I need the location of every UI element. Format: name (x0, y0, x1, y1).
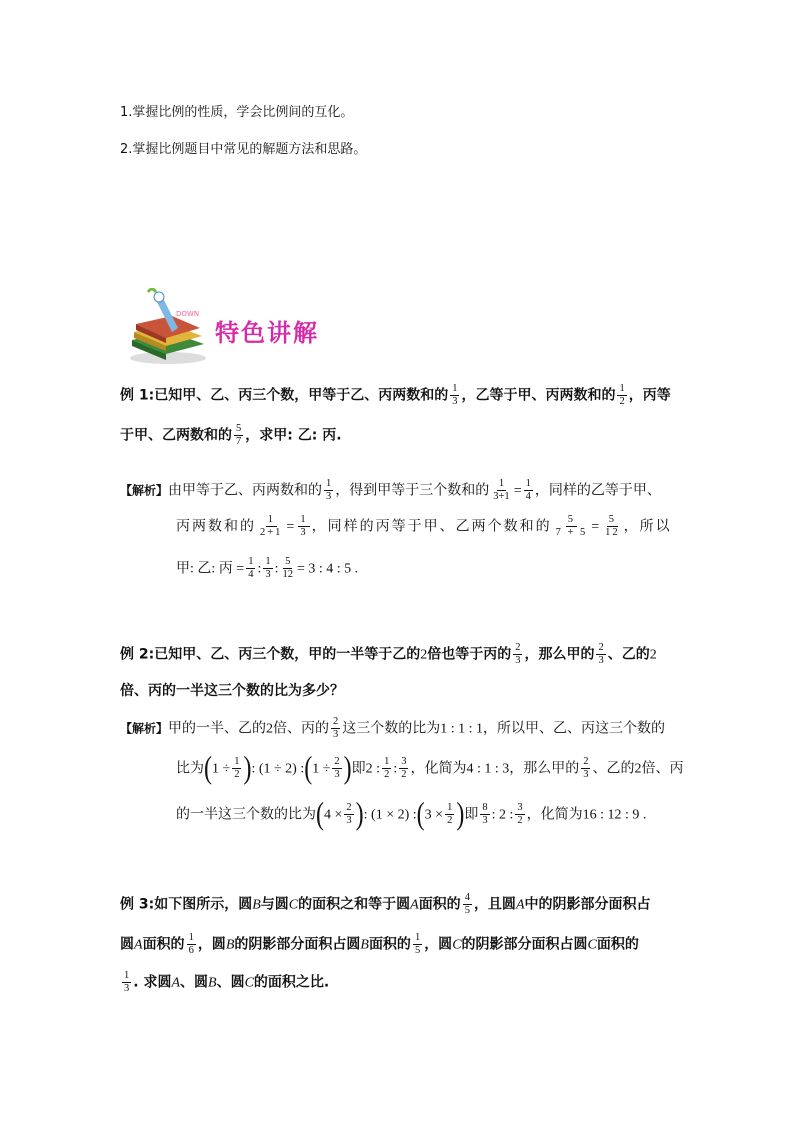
ex3-question-line1: 例 3:如下图所示，圆B与圆C的面积之和等于圆A面积的 $\frac{4}{5}$ ，且圆A中的阴影部分面积占 (120, 892, 651, 916)
svg-text:DOWN: DOWN (176, 310, 200, 318)
objective-2: 2.掌握比例题目中常见的解题方法和思路。 (120, 142, 367, 157)
ex2-solution-line3: 的一半这三个数的比为(4 × $\frac{2}{3}$ ): (1 × 2) :(3 × $\frac{1}{2}$ )即 $\frac{8}{3}$ : 2 : $\frac{3}{2}$ ，化简为16 : 12 : 9 . (176, 797, 647, 832)
ex2-solution-line1: 【解析】甲的一半、乙的2倍、丙的 $\frac{2}{3}$ 这三个数的比为1 : 1 : 1，所以甲、乙、丙这三个数的 (120, 716, 666, 740)
ex2-solution-line2: 比为(1 ÷ $\frac{1}{2}$ ): (1 ÷ 2) :(1 ÷ $\frac{2}{3}$ )即2 : $\frac{1}{2}$ : $\frac{3}{2}$ ，化简为4 : 1 : 3，那么甲的 $\frac{2}{3}$ 、乙的2倍、丙 (176, 751, 684, 786)
ex1-question-line1: 例 1:已知甲、乙、丙三个数，甲等于乙、丙两数和的 $\frac{1}{3}$ ，乙等于甲、丙两数和的 $\frac{1}{2}$ ，丙等 (120, 383, 671, 407)
ex2-question-line2: 倍、丙的一半这三个数的比为多少？ (120, 683, 344, 699)
ex1-question-line2: 于甲、乙两数和的 $\frac{5}{7}$ ，求甲: 乙: 丙. (120, 423, 342, 447)
ex3-question-line3: $\frac{1}{3}$ . 求圆A、圆B、圆C的面积之比. (124, 970, 330, 994)
ex2-question-line1: 例 2:已知甲、乙、丙三个数，甲的一半等于乙的2倍也等于丙的 $\frac{2}{3}$ ，那么甲的 $\frac{2}{3}$ 、乙的2 (120, 642, 657, 666)
ex1-solution-line3: 甲: 乙: 丙 = $\frac{1}{4}$ : $\frac{1}{3}$ : $\frac{5}{12}$ = 3 : 4 : 5 . (176, 556, 359, 580)
ex3-question-line2: 圆A面积的 $\frac{1}{6}$ ，圆B的阴影部分面积占圆B面积的 $\frac{1}{5}$ ，圆C的阴影部分面积占圆C面积的 (120, 932, 639, 956)
ex1-solution-line1: 【解析】由甲等于乙、丙两数和的 $\frac{1}{3}$ ，得到甲等于三个数和的 $\frac{1}{3+1}$ = $\frac{1}{4}$ ，同样的乙等于甲、 (120, 478, 661, 502)
section-title: 特色讲解 (215, 318, 319, 347)
ex1-solution-line2: 丙两数和的 $\frac{1}{2+1}$ = $\frac{1}{3}$ ，同样的丙等于甲、乙两个数和的 $\frac{5}{7 + 5}$ = $\frac{5}{12}$ ，所以 (176, 514, 672, 538)
books-logo (126, 288, 208, 366)
solution-tag: 【解析】 (120, 483, 169, 498)
objective-1: 1.掌握比例的性质，学会比例间的互化。 (120, 105, 354, 120)
